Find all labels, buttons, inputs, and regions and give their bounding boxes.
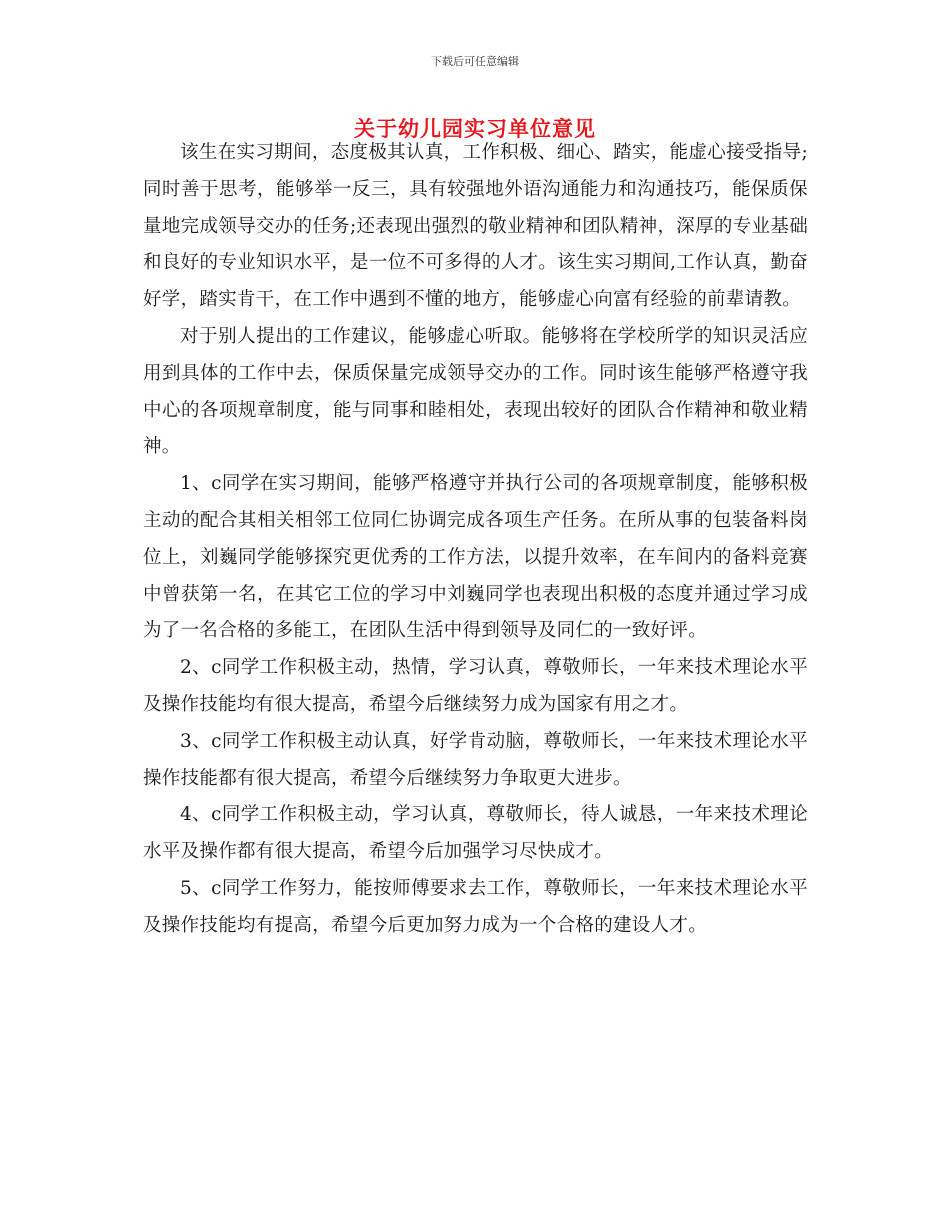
header-note: 下载后可任意编辑 <box>431 55 519 68</box>
paragraph: 4、c同学工作积极主动，学习认真，尊敬师长，待人诚恳，一年来技术理论水平及操作都有很大提高，希望今后加强学习尽快成才。 <box>143 804 808 863</box>
paragraph: 2、c同学工作积极主动，热情，学习认真，尊敬师长，一年来技术理论水平及操作技能均有很大提高，希望今后继续努力成为国家有用之才。 <box>143 657 808 715</box>
paragraph: 5、c同学工作努力，能按师傅要求去工作，尊敬师长，一年来技术理论水平及操作技能均有提高，希望今后更加努力成为一个合格的建设人才。 <box>143 877 808 936</box>
paragraph: 3、c同学工作积极主动认真，好学肯动脑，尊敬师长，一年来技术理论水平操作技能都有很大提高，希望今后继续努力争取更大进步。 <box>143 730 808 789</box>
paragraph: 1、c同学在实习期间，能够严格遵守并执行公司的各项规章制度，能够积极主动的配合其相关相邻工位同仁协调完成各项生产任务。在所从事的包装备料岗位上，刘巍同学能够探究更优秀的工作方法，以提升效率，在车间内的备料竞赛中曾获第一名，在其它工位的学习中刘巍同学也表现出积极的态度并通过学习成为了一名合格的多能工，在团队生活中得到领导及同仁的一致好评。 <box>143 473 808 642</box>
document-body <box>143 135 808 945</box>
document-title: 关于幼儿园实习单位意见 <box>354 117 596 141</box>
paragraph: 该生在实习期间，态度极其认真，工作积极、细心、踏实，能虚心接受指导;同时善于思考，能够举一反三，具有较强地外语沟通能力和沟通技巧，能保质保量地完成领导交办的任务;还表现出强烈的敬业精神和团队精神，深厚的专业基础和良好的专业知识水平，是一位不可多得的人才。该生实习期间,工作认真，勤奋好学，踏实肯干，在工作中遇到不懂的地方，能够虚心向富有经验的前辈请教。 <box>143 142 808 311</box>
paragraph: 对于别人提出的工作建议，能够虚心听取。能够将在学校所学的知识灵活应用到具体的工作中去，保质保量完成领导交办的工作。同时该生能够严格遵守我中心的各项规章制度，能与同事和睦相处，表现出较好的团队合作精神和敬业精神。 <box>143 325 808 458</box>
